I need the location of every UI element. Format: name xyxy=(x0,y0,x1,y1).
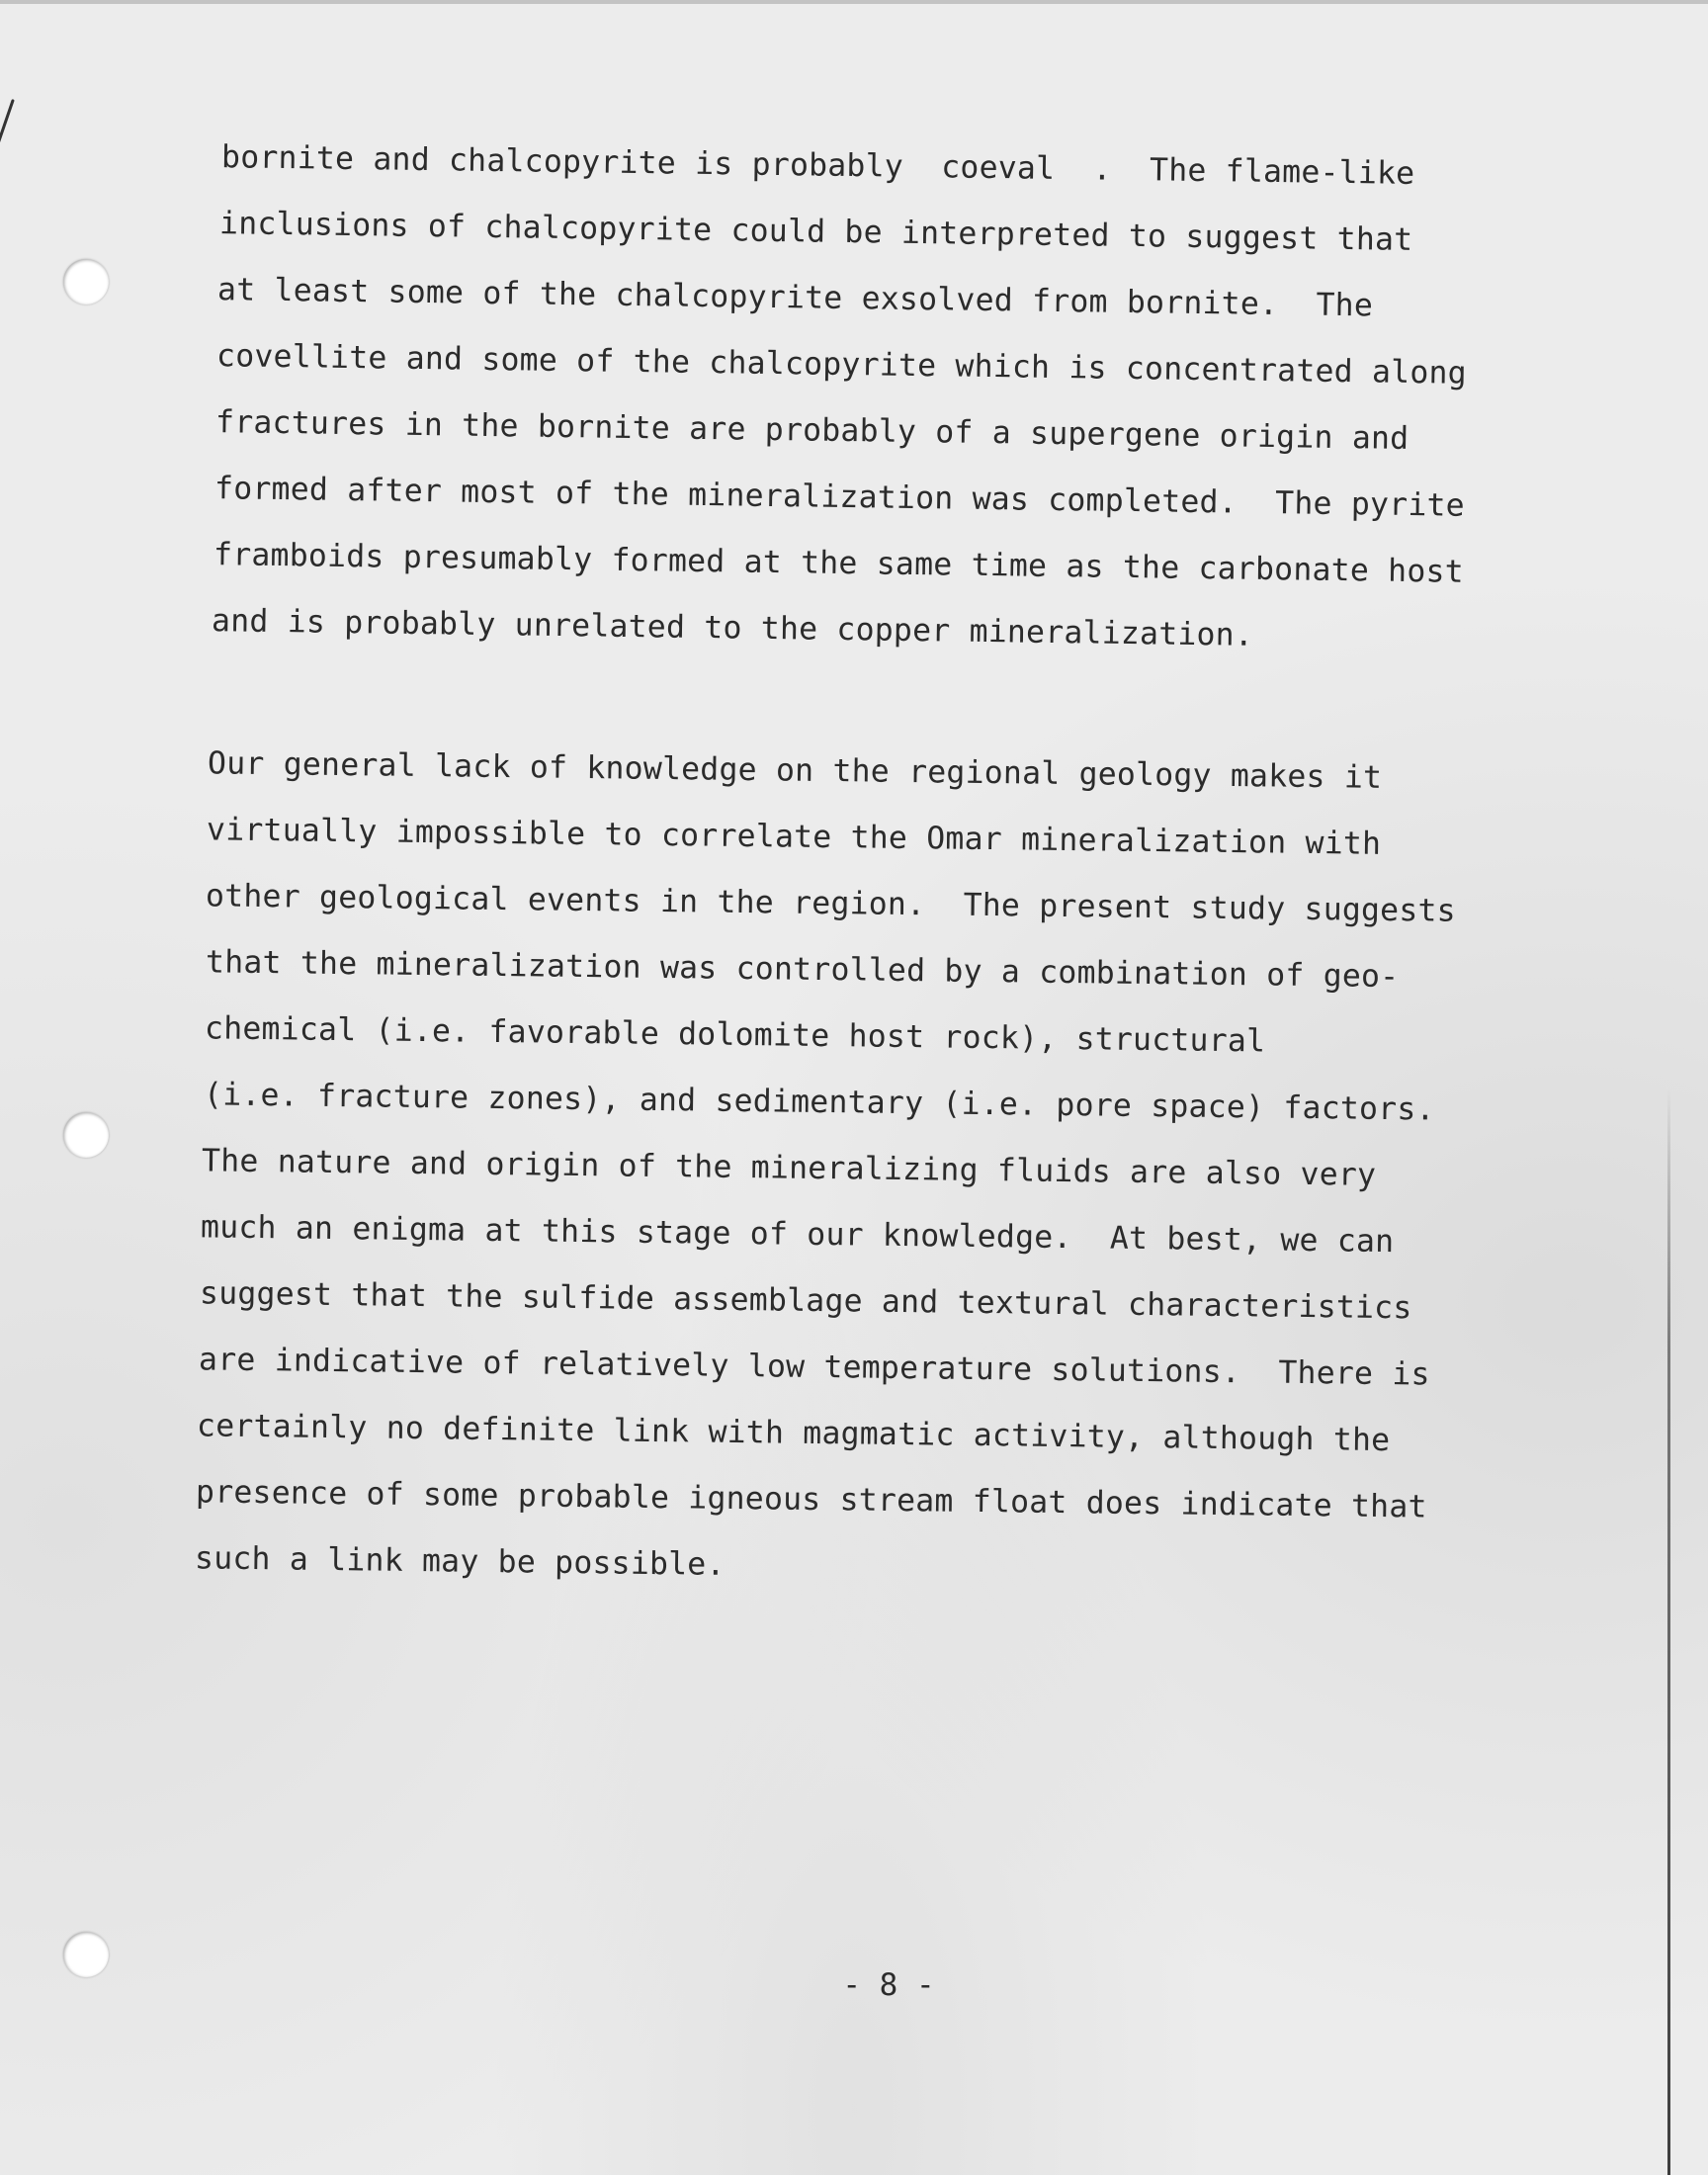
text-line: bornite and chalcopyrite is probably coeval . The flame-like xyxy=(220,139,1415,192)
text-line: at least some of the chalcopyrite exsolved from bornite. The xyxy=(216,272,1374,324)
text-line: covellite and some of the chalcopyrite which is concentrated along xyxy=(215,338,1468,392)
punch-hole-middle xyxy=(63,1112,109,1158)
text-line: suggest that the sulfide assemblage and textural characteristics xyxy=(199,1275,1412,1327)
text-line: chemical (i.e. favorable dolomite host rock), structural xyxy=(204,1010,1266,1060)
text-line: (i.e. fracture zones), and sedimentary (i.e. pore space) factors. xyxy=(203,1077,1435,1128)
text-line: formed after most of the mineralization was completed. The pyrite xyxy=(214,471,1466,524)
text-line: The nature and origin of the mineralizing fluids are also very xyxy=(201,1143,1377,1193)
punch-hole-top xyxy=(63,259,109,304)
text-line: other geological events in the region. The present study suggests xyxy=(205,878,1457,929)
text-line: inclusions of chalcopyrite could be interpreted to suggest that xyxy=(218,206,1413,258)
text-line: are indicative of relatively low temperature solutions. There is xyxy=(198,1342,1430,1393)
paragraph-2 xyxy=(188,740,1591,1601)
text-line: virtually impossible to correlate the Omar mineralization with xyxy=(206,812,1382,862)
paragraph-1 xyxy=(188,134,1591,664)
page-right-edge-shadow xyxy=(1667,0,1670,2175)
text-line: and is probably unrelated to the copper mineralization. xyxy=(211,603,1254,653)
text-line: fractures in the bornite are probably of a supergene origin and xyxy=(214,404,1409,457)
text-line: that the mineralization was controlled by a combination of geo- xyxy=(205,944,1400,996)
page-number: - 8 - xyxy=(842,1967,935,2003)
text-line: presence of some probable igneous stream float does indicate that xyxy=(195,1474,1427,1525)
text-line: such a link may be possible. xyxy=(194,1540,726,1583)
text-line: Our general lack of knowledge on the regional geology makes it xyxy=(207,745,1383,796)
pen-mark xyxy=(0,99,15,263)
page-top-edge xyxy=(0,0,1708,4)
text-line: much an enigma at this stage of our knowledge. At best, we can xyxy=(200,1209,1395,1261)
text-line: certainly no definite link with magmatic activity, although the xyxy=(196,1408,1391,1459)
text-line: framboids presumably formed at the same time as the carbonate host xyxy=(213,537,1465,590)
